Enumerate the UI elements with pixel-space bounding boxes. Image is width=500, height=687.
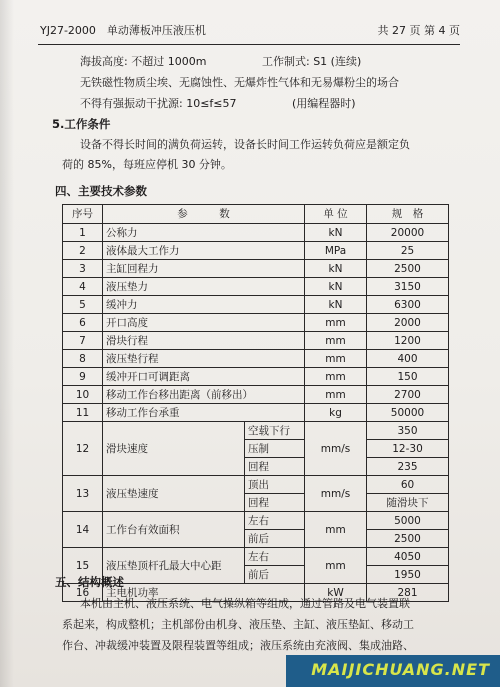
row-sub-label: 空载下行 [245, 422, 305, 440]
row-spec: 20000 [367, 224, 449, 242]
header-rule [38, 44, 460, 45]
row-spec: 25 [367, 242, 449, 260]
row-sub-label: 左右 [245, 548, 305, 566]
row-spec: 1950 [367, 566, 449, 584]
structure-line-3: 作台、冲裁缓冲装置及限程装置等组成；液压系统由充液阀、集成油路、 [62, 639, 414, 652]
row-param: 液压垫力 [103, 278, 305, 296]
row-param: 滑块行程 [103, 332, 305, 350]
row-unit: kN [305, 278, 367, 296]
row-spec: 50000 [367, 404, 449, 422]
table-row [63, 386, 449, 404]
header-no: 序号 [63, 205, 103, 224]
table-row [63, 404, 449, 422]
row-unit: mm [305, 386, 367, 404]
altitude-text: 海拔高度: 不超过 1000m [80, 55, 207, 68]
section-working-conditions-title: 5.工作条件 [52, 117, 111, 131]
watermark-banner [286, 655, 500, 687]
row-spec: 281 [367, 584, 449, 602]
row-spec: 12-30 [367, 440, 449, 458]
row-unit: MPa [305, 242, 367, 260]
row-unit: mm [305, 548, 367, 584]
row-unit: mm [305, 350, 367, 368]
header-spec: 规 格 [367, 205, 449, 224]
row-spec: 60 [367, 476, 449, 494]
row-sub-label: 回程 [245, 458, 305, 476]
row-sub-label: 回程 [245, 494, 305, 512]
row-param: 缓冲开口可调距离 [103, 368, 305, 386]
row-spec: 5000 [367, 512, 449, 530]
row-no: 6 [63, 314, 103, 332]
header-param: 参 数 [103, 205, 305, 224]
row-param: 移动工作台移出距离（前移出） [103, 386, 305, 404]
page-header [40, 20, 460, 42]
row-param: 移动工作台承重 [103, 404, 305, 422]
row-unit: mm [305, 332, 367, 350]
row-sub-label: 压制 [245, 440, 305, 458]
table-row [63, 332, 449, 350]
row-spec: 400 [367, 350, 449, 368]
row-unit: kN [305, 296, 367, 314]
table-row-table-area [63, 512, 449, 530]
row-spec: 6300 [367, 296, 449, 314]
row-no: 1 [63, 224, 103, 242]
row-unit: mm/s [305, 476, 367, 512]
row-unit: kN [305, 260, 367, 278]
table-row [63, 224, 449, 242]
row-unit: mm [305, 314, 367, 332]
table-row [63, 350, 449, 368]
tech-params-table [62, 204, 449, 602]
row-param: 缓冲力 [103, 296, 305, 314]
row-param: 开口高度 [103, 314, 305, 332]
section-tech-params-title: 四、主要技术参数 [55, 184, 147, 198]
working-conditions-line-2: 荷的 85%，每班应停机 30 分钟。 [62, 158, 232, 171]
working-conditions-line-1: 设备不得长时间的满负荷运转，设备长时间工作运转负荷应是额定负 [80, 138, 410, 151]
table-row-slide-speed [63, 422, 449, 440]
row-no: 9 [63, 368, 103, 386]
row-unit: mm/s [305, 422, 367, 476]
row-sub-label: 顶出 [245, 476, 305, 494]
row-no: 14 [63, 512, 103, 548]
table-row-cushion-pin-distance [63, 548, 449, 566]
row-spec: 3150 [367, 278, 449, 296]
row-sub-label: 前后 [245, 566, 305, 584]
page-edge-shadow [0, 0, 14, 687]
row-spec: 1200 [367, 332, 449, 350]
row-spec: 2700 [367, 386, 449, 404]
vibration-note: (用编程器时) [292, 97, 356, 110]
row-spec: 随滑块下 [367, 494, 449, 512]
row-spec: 2500 [367, 530, 449, 548]
row-no: 15 [63, 548, 103, 584]
section-structure-title: 五、结构概述 [55, 575, 124, 589]
table-row [63, 278, 449, 296]
row-spec: 2500 [367, 260, 449, 278]
row-unit: mm [305, 512, 367, 548]
row-no: 8 [63, 350, 103, 368]
table-row [63, 368, 449, 386]
row-param: 主电机功率 [103, 584, 305, 602]
row-no: 7 [63, 332, 103, 350]
table-row [63, 242, 449, 260]
watermark-text: MAIJICHUANG.NET [311, 660, 490, 679]
row-sub-label: 左右 [245, 512, 305, 530]
row-param: 工作台有效面积 [103, 512, 245, 548]
row-unit: kW [305, 584, 367, 602]
row-spec: 4050 [367, 548, 449, 566]
structure-line-1: 本机由主机、液压系统、电气操纵箱等组成，通过管路及电气装置联 [80, 597, 410, 610]
table-row-cushion-speed [63, 476, 449, 494]
table-header-row [63, 205, 449, 224]
row-unit: kN [305, 224, 367, 242]
header-page-number: 共 27 页 第 4 页 [377, 24, 460, 37]
row-param: 主缸回程力 [103, 260, 305, 278]
environment-text: 无铁磁性物质尘埃、无腐蚀性、无爆炸性气体和无易爆粉尘的场合 [80, 76, 399, 89]
row-spec: 150 [367, 368, 449, 386]
row-unit: mm [305, 368, 367, 386]
row-unit: kg [305, 404, 367, 422]
row-no: 4 [63, 278, 103, 296]
row-param: 液压垫速度 [103, 476, 245, 512]
header-unit: 单 位 [305, 205, 367, 224]
row-param: 液压垫行程 [103, 350, 305, 368]
row-param: 滑块速度 [103, 422, 245, 476]
row-no: 3 [63, 260, 103, 278]
row-no: 13 [63, 476, 103, 512]
row-no: 10 [63, 386, 103, 404]
row-no: 12 [63, 422, 103, 476]
vibration-text: 不得有强振动干扰源: 10≤f≤57 [80, 97, 237, 110]
row-no: 11 [63, 404, 103, 422]
row-no: 5 [63, 296, 103, 314]
header-title: YJ27-2000 单动薄板冲压液压机 [40, 24, 206, 37]
table-row [63, 296, 449, 314]
row-spec: 235 [367, 458, 449, 476]
row-sub-label: 前后 [245, 530, 305, 548]
row-param: 公称力 [103, 224, 305, 242]
table-row [63, 314, 449, 332]
row-spec: 2000 [367, 314, 449, 332]
row-no: 16 [63, 584, 103, 602]
row-param: 液压垫顶杆孔最大中心距 [103, 548, 245, 584]
structure-line-2: 系起来，构成整机；主机部份由机身、液压垫、主缸、液压垫缸、移动工 [62, 618, 414, 631]
row-param: 液体最大工作力 [103, 242, 305, 260]
duty-text: 工作制式: S1 (连续) [262, 55, 362, 68]
table-row [63, 260, 449, 278]
row-no: 2 [63, 242, 103, 260]
row-spec: 350 [367, 422, 449, 440]
